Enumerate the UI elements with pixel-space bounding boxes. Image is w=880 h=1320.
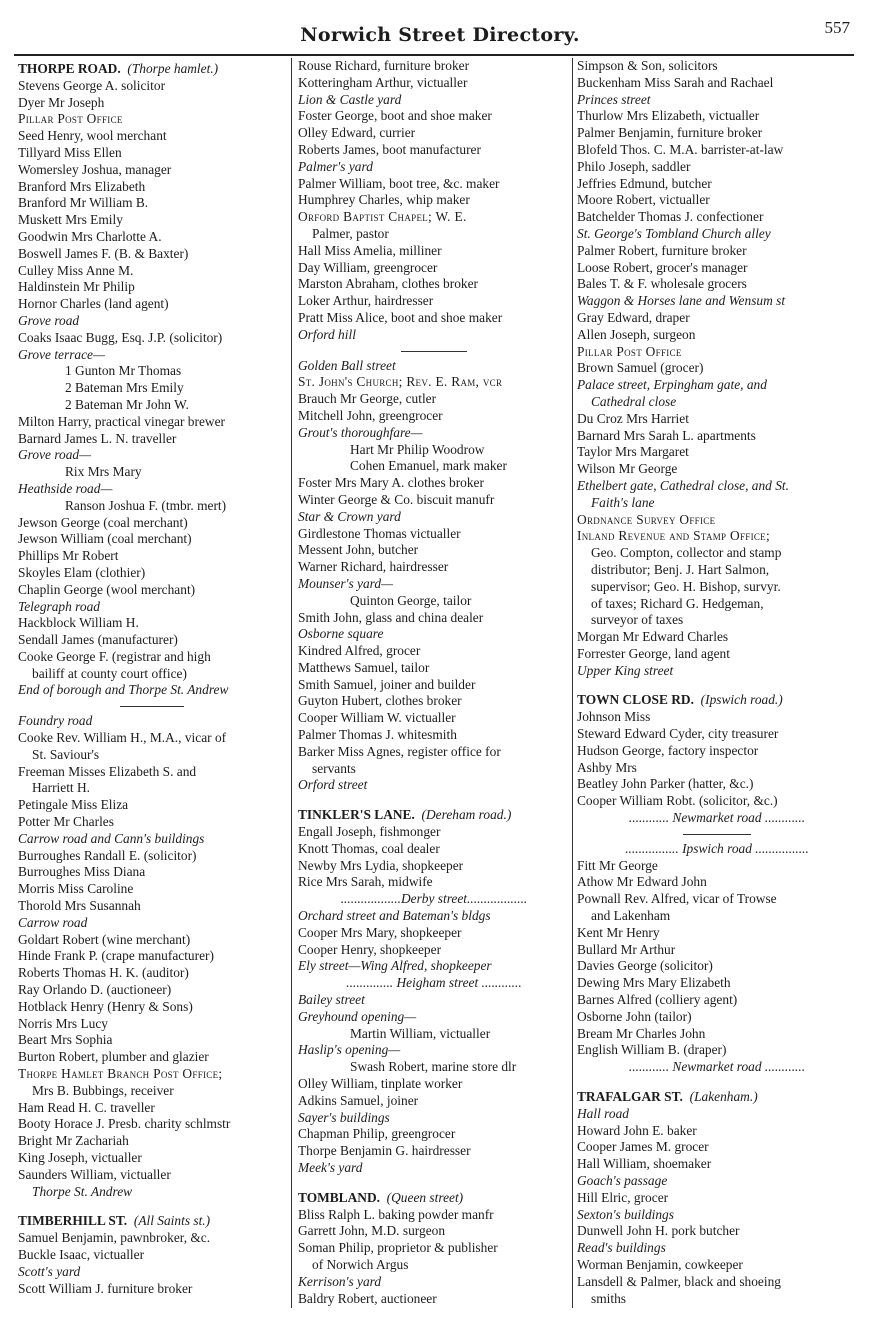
directory-entry: bailiff at county court office) bbox=[32, 665, 187, 681]
directory-entry: Marston Abraham, clothes broker bbox=[298, 276, 478, 292]
directory-entry: supervisor; Geo. H. Bishop, survyr. bbox=[591, 578, 781, 594]
directory-entry: Palmer, pastor bbox=[312, 225, 389, 241]
directory-entry: Ordnance Survey Office bbox=[577, 511, 716, 527]
directory-entry: Forrester George, land agent bbox=[577, 645, 730, 661]
directory-entry: Muskett Mrs Emily bbox=[18, 212, 123, 228]
location-line: Kerrison's yard bbox=[298, 1273, 382, 1289]
directory-entry: Cooper Mrs Mary, shopkeeper bbox=[298, 924, 462, 940]
directory-entry: Olley Edward, currier bbox=[298, 125, 416, 141]
directory-entry: and Lakenham bbox=[591, 908, 671, 924]
location-line: Star & Crown yard bbox=[298, 508, 401, 524]
street-heading bbox=[18, 61, 286, 78]
directory-entry: Howard John E. baker bbox=[577, 1122, 697, 1138]
column-divider bbox=[291, 58, 292, 1308]
directory-entry: Burroughes Miss Diana bbox=[18, 864, 146, 880]
directory-column-1 bbox=[18, 58, 286, 1308]
directory-entry: Goldart Robert (wine merchant) bbox=[18, 931, 191, 947]
directory-entry: Roberts James, boot manufacturer bbox=[298, 141, 481, 157]
street-heading bbox=[18, 1213, 286, 1230]
directory-entry: Phillips Mr Robert bbox=[18, 548, 119, 564]
directory-entry: Hornor Charles (land agent) bbox=[18, 296, 169, 312]
page-title: Norwich Street Directory. bbox=[300, 24, 580, 46]
directory-entry: Soman Philip, proprietor & publisher bbox=[298, 1240, 498, 1256]
directory-entry: Morris Miss Caroline bbox=[18, 881, 134, 897]
directory-entry: Bales T. & F. wholesale grocers bbox=[577, 276, 747, 292]
directory-entry: Milton Harry, practical vinegar brewer bbox=[18, 413, 225, 429]
directory-entry: Seed Henry, wool merchant bbox=[18, 128, 167, 144]
directory-entry: Brown Samuel (grocer) bbox=[577, 360, 704, 376]
directory-entry: Winter George & Co. biscuit manufr bbox=[298, 491, 495, 507]
directory-entry: Martin William, victualler bbox=[350, 1025, 491, 1041]
directory-entry: Davies George (solicitor) bbox=[577, 958, 713, 974]
directory-entry: Smith Samuel, joiner and builder bbox=[298, 676, 476, 692]
directory-entry: 2 Bateman Mrs Emily bbox=[65, 380, 184, 396]
directory-entry: Ashby Mrs bbox=[577, 759, 637, 775]
directory-entry: Boswell James F. (B. & Baxter) bbox=[18, 245, 189, 261]
directory-entry: Athow Mr Edward John bbox=[577, 874, 707, 890]
directory-entry: Jeffries Edmund, butcher bbox=[577, 175, 712, 191]
directory-entry: Bream Mr Charles John bbox=[577, 1025, 706, 1041]
directory-entry: Branford Mrs Elizabeth bbox=[18, 178, 146, 194]
directory-entry: ..................Derby street.................. bbox=[340, 891, 528, 907]
directory-entry: Culley Miss Anne M. bbox=[18, 262, 134, 278]
section-gap bbox=[298, 794, 570, 804]
location-line: End of borough and Thorpe St. Andrew bbox=[18, 682, 229, 698]
street-heading bbox=[577, 1089, 857, 1106]
directory-entry: Thorpe Hamlet Branch Post Office; bbox=[18, 1066, 223, 1082]
directory-entry: Cooper William W. victualler bbox=[298, 710, 456, 726]
street-name: TOMBLAND. bbox=[298, 1189, 380, 1205]
directory-entry: Jewson William (coal merchant) bbox=[18, 531, 192, 547]
directory-entry: Bliss Ralph L. baking powder manfr bbox=[298, 1206, 494, 1222]
directory-entry: Barnes Alfred (colliery agent) bbox=[577, 992, 738, 1008]
directory-entry: Pillar Post Office bbox=[577, 343, 682, 359]
location-line: Grove road— bbox=[18, 447, 92, 463]
location-line: Grove terrace— bbox=[18, 346, 105, 362]
directory-entry: Tillyard Miss Ellen bbox=[18, 144, 122, 160]
directory-column-2 bbox=[298, 58, 570, 1308]
directory-entry: Rice Mrs Sarah, midwife bbox=[298, 874, 433, 890]
directory-entry: Knott Thomas, coal dealer bbox=[298, 840, 440, 856]
location-line: Golden Ball street bbox=[298, 357, 396, 373]
directory-entry: Chaplin George (wool merchant) bbox=[18, 581, 196, 597]
directory-entry: Cooper Henry, shopkeeper bbox=[298, 941, 442, 957]
directory-entry: Bullard Mr Arthur bbox=[577, 941, 676, 957]
location-line: Ethelbert gate, Cathedral close, and St. bbox=[577, 477, 789, 493]
directory-entry: Goodwin Mrs Charlotte A. bbox=[18, 228, 162, 244]
directory-entry: Humphrey Charles, whip maker bbox=[298, 192, 470, 208]
directory-entry: Womersley Joshua, manager bbox=[18, 161, 172, 177]
directory-entry: Potter Mr Charles bbox=[18, 814, 114, 830]
column-divider bbox=[572, 58, 573, 1308]
directory-entry: Fitt Mr George bbox=[577, 857, 658, 873]
section-separator bbox=[18, 699, 286, 713]
directory-entry: Palmer Thomas J. whitesmith bbox=[298, 727, 457, 743]
section-separator bbox=[577, 827, 857, 841]
directory-entry: Mrs B. Bubbings, receiver bbox=[32, 1082, 174, 1098]
directory-entry: Foster George, boot and shoe maker bbox=[298, 108, 492, 124]
directory-entry: Burton Robert, plumber and glazier bbox=[18, 1049, 209, 1065]
directory-entry: Dunwell John H. pork butcher bbox=[577, 1223, 740, 1239]
section-gap bbox=[577, 1076, 857, 1086]
directory-entry: Samuel Benjamin, pawnbroker, &c. bbox=[18, 1230, 211, 1246]
directory-entry: Roberts Thomas H. K. (auditor) bbox=[18, 965, 189, 981]
street-name: TINKLER'S LANE. bbox=[298, 807, 415, 823]
directory-entry: Allen Joseph, surgeon bbox=[577, 326, 696, 342]
directory-entry: Dyer Mr Joseph bbox=[18, 94, 105, 110]
street-locality: (All Saints st.) bbox=[133, 1213, 211, 1229]
directory-entry: Lansdell & Palmer, black and shoeing bbox=[577, 1273, 781, 1289]
directory-entry: Girdlestone Thomas victualler bbox=[298, 525, 461, 541]
directory-entry: Hill Elric, grocer bbox=[577, 1189, 669, 1205]
directory-entry: 1 Gunton Mr Thomas bbox=[65, 363, 182, 379]
directory-entry: of taxes; Richard G. Hedgeman, bbox=[591, 595, 764, 611]
location-line: Orford street bbox=[298, 777, 368, 793]
directory-entry: Scott William J. furniture broker bbox=[18, 1280, 193, 1296]
directory-entry: .............. Heigham street ............ bbox=[346, 975, 522, 991]
location-line: Thorpe St. Andrew bbox=[32, 1183, 133, 1199]
directory-entry: Saunders William, victualler bbox=[18, 1166, 171, 1182]
directory-entry: Ranson Joshua F. (tmbr. mert) bbox=[65, 497, 227, 513]
location-line: Haslip's opening— bbox=[298, 1042, 401, 1058]
location-line: Sexton's buildings bbox=[577, 1206, 674, 1222]
location-line: Carrow road bbox=[18, 914, 88, 930]
directory-entry: Wilson Mr George bbox=[577, 461, 678, 477]
directory-entry: Messent John, butcher bbox=[298, 542, 419, 558]
directory-entry: Booty Horace J. Presb. charity schlmstr bbox=[18, 1116, 231, 1132]
directory-entry: Hotblack Henry (Henry & Sons) bbox=[18, 998, 193, 1014]
directory-entry: ............ Newmarket road ............ bbox=[628, 810, 806, 826]
directory-entry: Adkins Samuel, joiner bbox=[298, 1092, 419, 1108]
directory-entry: Kindred Alfred, grocer bbox=[298, 643, 421, 659]
directory-entry: of Norwich Argus bbox=[312, 1256, 409, 1272]
page-header bbox=[0, 0, 880, 56]
street-locality: (Thorpe hamlet.) bbox=[127, 61, 219, 76]
directory-entry: Kotteringham Arthur, victualler bbox=[298, 74, 468, 90]
directory-entry: Burroughes Randall E. (solicitor) bbox=[18, 847, 197, 863]
directory-entry: Pillar Post Office bbox=[18, 111, 123, 127]
directory-entry: Thorold Mrs Susannah bbox=[18, 898, 141, 914]
street-locality: (Lakenham.) bbox=[689, 1089, 758, 1105]
directory-entry: Geo. Compton, collector and stamp bbox=[591, 545, 782, 561]
directory-entry: Smith John, glass and china dealer bbox=[298, 609, 484, 625]
street-locality: (Ipswich road.) bbox=[700, 692, 783, 708]
directory-entry: Thurlow Mrs Elizabeth, victualler bbox=[577, 108, 760, 124]
directory-entry: Thorpe Benjamin G. hairdresser bbox=[298, 1143, 471, 1159]
directory-entry: Haldinstein Mr Philip bbox=[18, 279, 135, 295]
location-line: Faith's lane bbox=[591, 494, 655, 510]
directory-entry: Norris Mrs Lucy bbox=[18, 1015, 109, 1031]
directory-entry: Du Croz Mrs Harriet bbox=[577, 410, 689, 426]
directory-entry: Beart Mrs Sophia bbox=[18, 1032, 113, 1048]
directory-entry: King Joseph, victualler bbox=[18, 1150, 142, 1165]
directory-entry: Swash Robert, marine store dlr bbox=[350, 1059, 517, 1075]
directory-entry: Hackblock William H. bbox=[18, 615, 139, 631]
directory-entry: servants bbox=[312, 760, 356, 776]
section-gap bbox=[18, 1200, 286, 1210]
directory-entry: Hall William, shoemaker bbox=[577, 1156, 712, 1172]
directory-entry: Pratt Miss Alice, boot and shoe maker bbox=[298, 309, 503, 325]
directory-entry: Simpson & Son, solicitors bbox=[577, 58, 718, 73]
directory-entry: Hudson George, factory inspector bbox=[577, 742, 759, 758]
page-number: 557 bbox=[824, 18, 850, 37]
location-line: Sayer's buildings bbox=[298, 1109, 390, 1125]
directory-entry: Pownall Rev. Alfred, vicar of Trowse bbox=[577, 891, 777, 907]
location-line: Grout's thoroughfare— bbox=[298, 424, 423, 440]
directory-column-3 bbox=[577, 58, 857, 1308]
directory-entry: St. Saviour's bbox=[32, 746, 100, 762]
directory-entry: Bright Mr Zachariah bbox=[18, 1133, 129, 1149]
section-gap bbox=[298, 1177, 570, 1187]
directory-entry: Loker Arthur, hairdresser bbox=[298, 293, 434, 309]
directory-entry: Barnard Mrs Sarah L. apartments bbox=[577, 427, 756, 443]
directory-entry: Dewing Mrs Mary Elizabeth bbox=[577, 975, 731, 991]
location-line: Orchard street and Bateman's bldgs bbox=[298, 908, 491, 924]
directory-entry: Cooper William Robt. (solicitor, &c.) bbox=[577, 793, 778, 809]
street-name: TRAFALGAR ST. bbox=[577, 1089, 683, 1105]
directory-entry: Harriett H. bbox=[32, 780, 91, 796]
location-line: Mounser's yard— bbox=[298, 575, 393, 591]
street-heading bbox=[298, 1190, 570, 1207]
directory-entry: Hart Mr Philip Woodrow bbox=[350, 441, 485, 457]
directory-entry: Osborne John (tailor) bbox=[577, 1008, 692, 1024]
directory-entry: Hall Miss Amelia, milliner bbox=[298, 242, 442, 258]
directory-entry: Newby Mrs Lydia, shopkeeper bbox=[298, 857, 464, 873]
directory-entry: Cooke Rev. William H., M.A., vicar of bbox=[18, 730, 227, 746]
directory-entry: Batchelder Thomas J. confectioner bbox=[577, 209, 764, 225]
directory-entry: Olley William, tinplate worker bbox=[298, 1076, 463, 1092]
directory-entry: Mitchell John, greengrocer bbox=[298, 407, 443, 423]
directory-entry: Loose Robert, grocer's manager bbox=[577, 259, 748, 275]
directory-entry: Palmer Benjamin, furniture broker bbox=[577, 125, 763, 141]
location-line: Telegraph road bbox=[18, 598, 100, 614]
directory-entry: Cohen Emanuel, mark maker bbox=[350, 458, 507, 474]
location-line: Carrow road and Cann's buildings bbox=[18, 830, 205, 846]
directory-entry: Coaks Isaac Bugg, Esq. J.P. (solicitor) bbox=[18, 329, 223, 345]
street-name: TOWN CLOSE RD. bbox=[577, 692, 694, 708]
directory-entry: Garrett John, M.D. surgeon bbox=[298, 1223, 446, 1239]
directory-entry: surveyor of taxes bbox=[591, 612, 684, 628]
location-line: Waggon & Horses lane and Wensum st bbox=[577, 293, 786, 309]
directory-entry: Baldry Robert, auctioneer bbox=[298, 1290, 437, 1306]
location-line: Foundry road bbox=[18, 713, 93, 729]
street-locality: (Dereham road.) bbox=[421, 807, 512, 823]
directory-entry: Engall Joseph, fishmonger bbox=[298, 824, 441, 840]
directory-entry: Orford Baptist Chapel; W. E. bbox=[298, 209, 467, 225]
directory-entry: Skoyles Elam (clothier) bbox=[18, 564, 146, 580]
location-line: Greyhound opening— bbox=[298, 1008, 417, 1024]
directory-entry: Guyton Hubert, clothes broker bbox=[298, 693, 462, 709]
location-line: Cathedral close bbox=[591, 393, 677, 409]
location-line: Bailey street bbox=[298, 992, 365, 1008]
directory-entry: Stevens George A. solicitor bbox=[18, 77, 166, 93]
directory-entry: smiths bbox=[591, 1290, 626, 1306]
directory-entry: Philo Joseph, saddler bbox=[577, 158, 691, 174]
directory-entry: Quinton George, tailor bbox=[350, 592, 472, 608]
section-separator bbox=[298, 344, 570, 358]
directory-entry: Morgan Mr Edward Charles bbox=[577, 629, 729, 645]
location-line: Read's buildings bbox=[577, 1240, 666, 1256]
directory-entry: Sendall James (manufacturer) bbox=[18, 632, 178, 648]
directory-entry: Palmer Robert, furniture broker bbox=[577, 242, 747, 258]
location-line: Scott's yard bbox=[18, 1263, 81, 1279]
directory-entry: Cooper James M. grocer bbox=[577, 1139, 709, 1155]
location-line: Meek's yard bbox=[298, 1160, 363, 1175]
directory-entry: Johnson Miss bbox=[577, 709, 651, 725]
location-line: Goach's passage bbox=[577, 1173, 668, 1188]
directory-entry: Palmer William, boot tree, &c. maker bbox=[298, 175, 500, 191]
street-locality: (Queen street) bbox=[386, 1189, 464, 1205]
directory-entry: Inland Revenue and Stamp Office; bbox=[577, 528, 770, 544]
directory-entry: ................ Ipswich road ................ bbox=[625, 840, 809, 856]
directory-entry: Foster Mrs Mary A. clothes broker bbox=[298, 475, 484, 491]
directory-entry: Rix Mrs Mary bbox=[65, 464, 142, 480]
directory-entry: Gray Edward, draper bbox=[577, 309, 690, 325]
directory-entry: Buckle Isaac, victualler bbox=[18, 1246, 145, 1262]
directory-entry: Cooke George F. (registrar and high bbox=[18, 648, 211, 664]
directory-entry: English William B. (draper) bbox=[577, 1042, 727, 1058]
directory-entry: Kent Mr Henry bbox=[577, 924, 660, 940]
directory-entry: Jewson George (coal merchant) bbox=[18, 514, 188, 530]
section-gap bbox=[577, 679, 857, 689]
directory-entry: St. John's Church; Rev. E. Ram, vcr bbox=[298, 374, 503, 390]
directory-entry: Buckenham Miss Sarah and Rachael bbox=[577, 74, 774, 90]
directory-entry: Matthews Samuel, tailor bbox=[298, 659, 430, 675]
street-heading bbox=[577, 692, 857, 709]
location-line: Orford hill bbox=[298, 326, 356, 342]
header-rule bbox=[14, 54, 854, 56]
location-line: Grove road bbox=[18, 312, 80, 328]
directory-entry: Freeman Misses Elizabeth S. and bbox=[18, 763, 197, 779]
directory-entry: Beatley John Parker (hatter, &c.) bbox=[577, 776, 754, 792]
directory-entry: Brauch Mr George, cutler bbox=[298, 391, 437, 407]
directory-entry: Warner Richard, hairdresser bbox=[298, 559, 449, 575]
directory-entry: Ham Read H. C. traveller bbox=[18, 1099, 155, 1115]
directory-entry: Barnard James L. N. traveller bbox=[18, 430, 177, 446]
directory-entry: Day William, greengrocer bbox=[298, 259, 438, 275]
location-line: Osborne square bbox=[298, 626, 384, 642]
location-line: Upper King street bbox=[577, 662, 674, 678]
directory-entry: Ray Orlando D. (auctioneer) bbox=[18, 982, 172, 998]
directory-entry: Moore Robert, victualler bbox=[577, 192, 710, 208]
directory-entry: 2 Bateman Mr John W. bbox=[65, 396, 189, 412]
location-line: Princes street bbox=[577, 91, 651, 107]
location-line: St. George's Tombland Church alley bbox=[577, 225, 771, 241]
directory-entry: distributor; Benj. J. Hart Salmon, bbox=[591, 561, 770, 577]
location-line: Heathside road— bbox=[18, 480, 113, 496]
location-line: Palmer's yard bbox=[298, 158, 373, 174]
location-line: Lion & Castle yard bbox=[298, 91, 402, 107]
location-line: Hall road bbox=[577, 1105, 629, 1121]
directory-entry: Chapman Philip, greengrocer bbox=[298, 1126, 456, 1142]
directory-entry: Rouse Richard, furniture broker bbox=[298, 58, 470, 73]
directory-entry: Barker Miss Agnes, register office for bbox=[298, 743, 501, 759]
street-heading bbox=[298, 807, 570, 824]
directory-entry: Blofeld Thos. C. M.A. barrister-at-law bbox=[577, 141, 784, 157]
directory-entry: Steward Edward Cyder, city treasurer bbox=[577, 726, 779, 742]
street-name: THORPE ROAD. bbox=[18, 61, 121, 76]
directory-entry: Branford Mr William B. bbox=[18, 195, 149, 211]
street-name: TIMBERHILL ST. bbox=[18, 1213, 128, 1229]
directory-entry: Worman Benjamin, cowkeeper bbox=[577, 1256, 743, 1272]
location-line: Ely street—Wing Alfred, shopkeeper bbox=[298, 958, 492, 974]
directory-entry: Petingale Miss Eliza bbox=[18, 797, 129, 813]
directory-entry: ............ Newmarket road ............ bbox=[628, 1059, 806, 1075]
directory-entry: Taylor Mrs Margaret bbox=[577, 444, 689, 460]
directory-entry: Hinde Frank P. (crape manufacturer) bbox=[18, 948, 214, 964]
location-line: Palace street, Erpingham gate, and bbox=[577, 377, 767, 393]
